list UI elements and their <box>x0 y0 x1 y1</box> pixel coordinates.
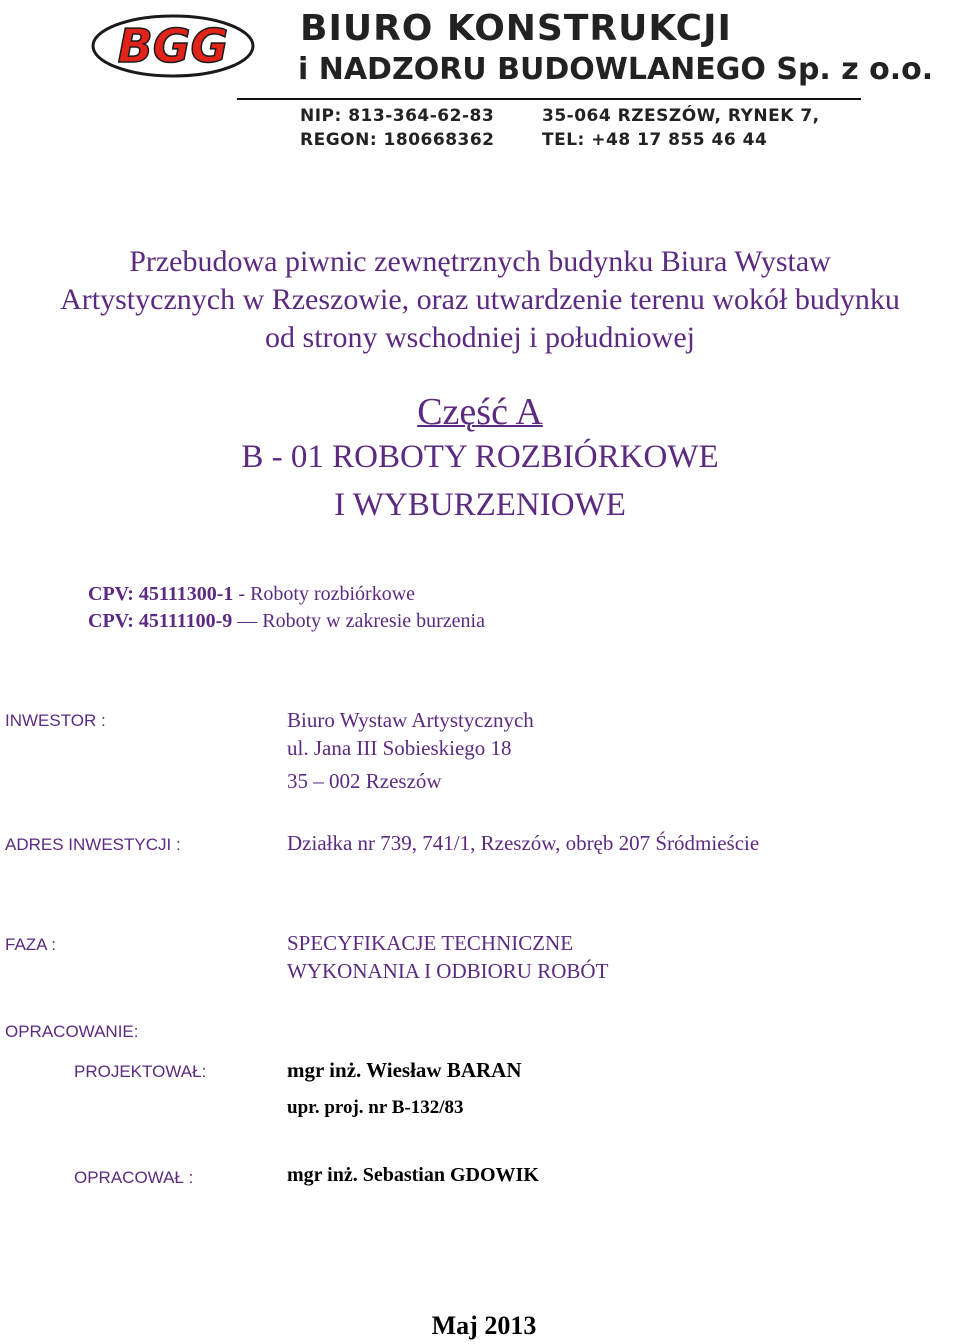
cpv-code: CPV: 45111300-1 <box>88 583 234 605</box>
cpv-description: Roboty w zakresie burzenia <box>262 610 485 632</box>
company-logo <box>88 10 258 82</box>
prepared-by-label: OPRACOWAŁ : <box>74 1168 194 1187</box>
company-address: 35-064 RZESZÓW, RYNEK 7, <box>542 106 820 126</box>
investor-city: 35 – 002 Rzeszów <box>287 769 442 793</box>
part-title-line1: B - 01 ROBOTY ROZBIÓRKOWE <box>241 439 719 475</box>
cpv-separator: — <box>232 610 263 632</box>
designed-by-label: PROJEKTOWAŁ: <box>74 1062 207 1081</box>
investor-name: Biuro Wystaw Artystycznych <box>287 708 534 732</box>
company-phone: TEL: +48 17 855 46 44 <box>542 130 768 150</box>
cpv-separator: - <box>233 583 251 605</box>
part-heading: Część A <box>417 391 543 433</box>
cpv-description: Roboty rozbiórkowe <box>250 583 416 605</box>
letterhead-divider <box>237 98 861 100</box>
project-title-line1: Przebudowa piwnic zewnętrznych budynku Biura Wystaw <box>129 245 831 278</box>
project-title-line3: od strony wschodniej i południowej <box>265 321 695 354</box>
cpv-line <box>88 583 415 606</box>
phase-label: FAZA : <box>5 935 57 954</box>
prepared-by-name: mgr inż. Sebastian GDOWIK <box>287 1164 539 1186</box>
designed-by-license: upr. proj. nr B-132/83 <box>287 1097 464 1118</box>
company-nip: NIP: 813-364-62-83 <box>300 106 495 126</box>
designed-by-name: mgr inż. Wiesław BARAN <box>287 1058 522 1082</box>
cpv-code: CPV: 45111100-9 <box>88 610 233 632</box>
company-name-line1: BIURO KONSTRUKCJI <box>300 8 732 49</box>
logo-text: BGG <box>117 19 229 73</box>
company-regon: REGON: 180668362 <box>300 130 495 150</box>
cpv-line <box>88 610 485 633</box>
investor-label: INWESTOR : <box>5 711 106 730</box>
document-date: Maj 2013 <box>431 1311 537 1340</box>
phase-line2: WYKONANIA I ODBIORU ROBÓT <box>287 959 609 983</box>
project-title-line2: Artystycznych w Rzeszowie, oraz utwardzenie terenu wokół budynku <box>60 283 900 316</box>
prepared-section-label: OPRACOWANIE: <box>5 1022 139 1041</box>
investor-street: ul. Jana III Sobieskiego 18 <box>287 736 512 760</box>
phase-line1: SPECYFIKACJE TECHNICZNE <box>287 931 574 955</box>
investment-address-value: Działka nr 739, 741/1, Rzeszów, obręb 207 Śródmieście <box>287 831 760 855</box>
company-name-line2: i NADZORU BUDOWLANEGO Sp. z o.o. <box>298 52 934 87</box>
investment-address-label: ADRES INWESTYCJI : <box>5 835 181 854</box>
part-title-line2: I WYBURZENIOWE <box>334 487 626 523</box>
